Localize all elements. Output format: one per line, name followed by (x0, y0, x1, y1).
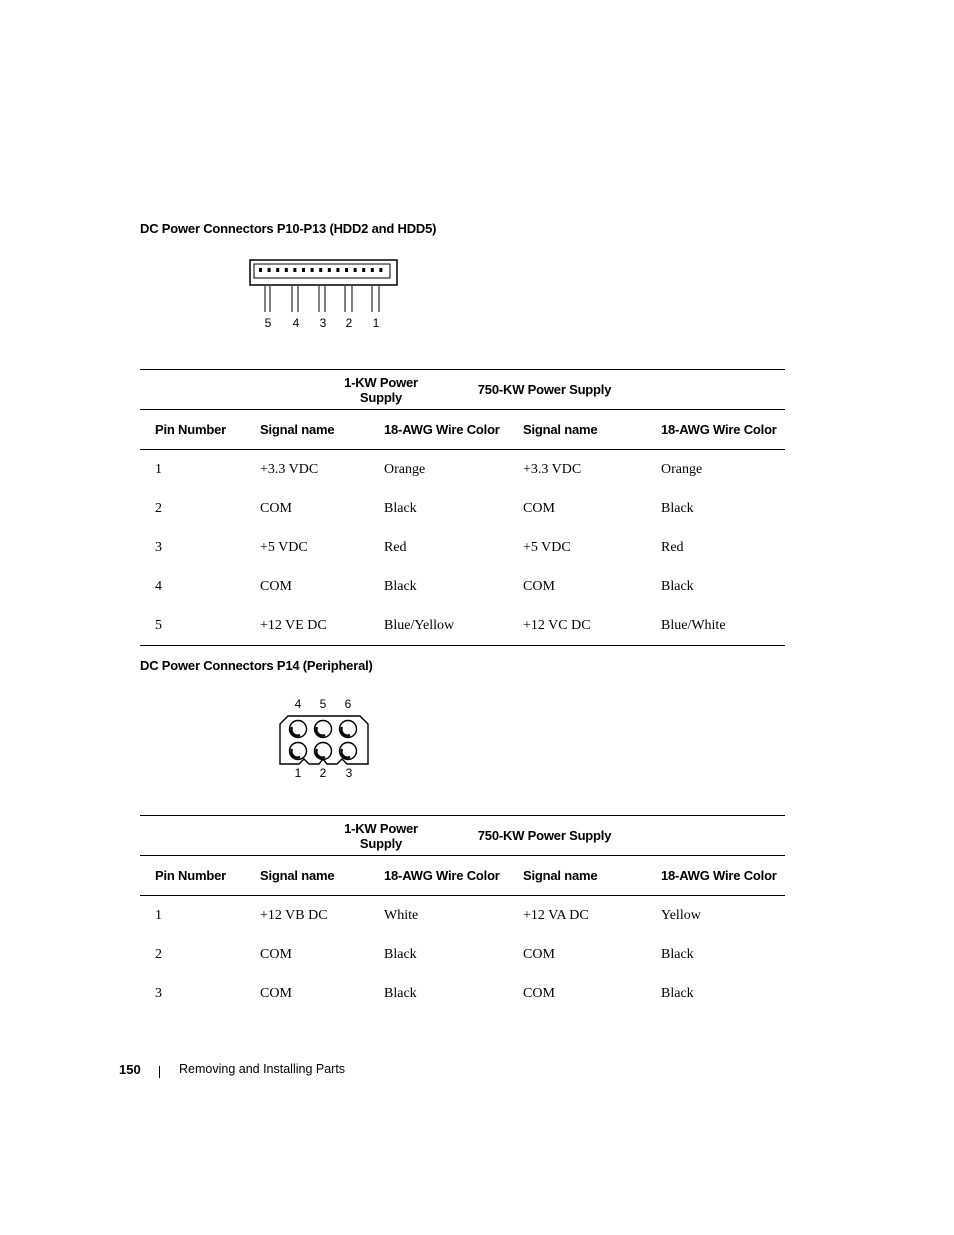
connector-contact (285, 268, 288, 272)
col-header-signal-name: Signal name (260, 856, 384, 896)
connector-contact (354, 268, 357, 272)
table-cell: COM (523, 500, 555, 516)
col-header-signal-name: Signal name (260, 410, 384, 450)
col-header-pin-number: Pin Number (140, 410, 260, 450)
table-cell: Orange (384, 461, 426, 477)
connector-contact (345, 268, 348, 272)
table-column-header-row (140, 410, 785, 450)
table-cell: 5 (140, 606, 260, 646)
table-cell: COM (523, 578, 555, 594)
table-group-header-row (140, 816, 785, 856)
connector-contact (293, 268, 296, 272)
pin-label-2: 2 (319, 766, 327, 780)
table-row (140, 606, 785, 646)
table-cell: Black (661, 578, 694, 594)
connector-pin-contact (341, 749, 350, 758)
connector-contact (328, 268, 331, 272)
group-header-750kw: 750-KW Power Supply (384, 370, 785, 410)
col-header-signal-name-750: Signal name (523, 856, 661, 896)
col-header-signal-name-750: Signal name (523, 410, 661, 450)
table-cell: +12 VC DC (523, 606, 661, 646)
table-cell: +12 VA DC (523, 907, 589, 923)
table-cell: 1 (155, 907, 162, 923)
connector-contact (276, 268, 279, 272)
table-cell: Orange (661, 461, 703, 477)
connector-contact (379, 268, 382, 272)
table-cell: Black (661, 985, 694, 1001)
section-title-hdd: DC Power Connectors P10-P13 (HDD2 and HDD5) (140, 221, 437, 236)
hdd-pinout-table (140, 369, 785, 646)
pin-label-2: 2 (345, 316, 353, 330)
col-header-pin-number: Pin Number (140, 856, 260, 896)
table-cell: Black (384, 946, 417, 962)
page-number: 150 (119, 1062, 141, 1077)
col-header-wire-color-750: 18-AWG Wire Color (661, 410, 785, 450)
table-cell: 1 (155, 461, 162, 477)
connector-pins (290, 721, 357, 760)
table-row (140, 567, 785, 606)
connector-contact (302, 268, 305, 272)
table-cell: Black (384, 500, 417, 516)
connector-contacts (259, 268, 382, 272)
table-cell: +3.3 VDC (260, 461, 319, 477)
footer-divider (159, 1066, 160, 1078)
table-row (140, 974, 785, 1013)
page-footer (119, 1062, 346, 1077)
table-cell: Black (661, 500, 694, 516)
connector-pin-contact (316, 727, 325, 736)
col-header-wire-color-750: 18-AWG Wire Color (661, 856, 785, 896)
table-cell: Black (384, 578, 417, 594)
connector-contact (371, 268, 374, 272)
table-cell: Yellow (661, 907, 701, 923)
connector-pin-contact (291, 727, 300, 736)
col-header-wire-color: 18-AWG Wire Color (384, 410, 523, 450)
connector-contact (319, 268, 322, 272)
table-cell: 2 (155, 500, 162, 516)
table-row (140, 896, 785, 936)
table-cell: +12 VE DC (260, 606, 384, 646)
table-row (140, 528, 785, 567)
table-cell: Blue/Yellow (384, 606, 523, 646)
table-cell: 3 (155, 539, 162, 555)
table-cell: COM (260, 500, 292, 516)
pin-label-5: 5 (264, 316, 272, 330)
group-header-1kw: 1-KW Power Supply (140, 370, 384, 410)
table-cell: 3 (155, 985, 162, 1001)
table-cell: Black (661, 946, 694, 962)
connector-contact (259, 268, 262, 272)
pin-label-1: 1 (372, 316, 380, 330)
table-cell: COM (523, 985, 555, 1001)
group-header-1kw: 1-KW Power Supply (140, 816, 384, 856)
connector-pin-contact (316, 749, 325, 758)
table-cell: Red (384, 539, 407, 555)
pin-label-4: 4 (292, 316, 300, 330)
section-title-peripheral: DC Power Connectors P14 (Peripheral) (140, 658, 373, 673)
pin-label-6: 6 (344, 697, 352, 711)
connector-contact (336, 268, 339, 272)
table-cell: Black (384, 985, 417, 1001)
connector-pin-contact (341, 727, 350, 736)
pin-label-3: 3 (345, 766, 353, 780)
pin-leads (265, 286, 379, 312)
pin-label-4: 4 (294, 697, 302, 711)
hdd-table-body (140, 450, 785, 646)
table-cell: 4 (155, 578, 162, 594)
connector-contact (311, 268, 314, 272)
table-cell: +5 VDC (260, 539, 308, 555)
table-cell: White (384, 907, 419, 923)
col-header-wire-color: 18-AWG Wire Color (384, 856, 523, 896)
table-cell: +5 VDC (523, 539, 571, 555)
table-cell: +3.3 VDC (523, 461, 582, 477)
table-cell: Red (661, 539, 684, 555)
peripheral-table-body (140, 896, 785, 1014)
table-cell: Blue/White (661, 606, 785, 646)
table-cell: +12 VB DC (260, 907, 328, 923)
table-cell: COM (523, 946, 555, 962)
group-header-750kw: 750-KW Power Supply (384, 816, 785, 856)
table-cell: COM (260, 578, 292, 594)
table-cell: 2 (155, 946, 162, 962)
table-row (140, 935, 785, 974)
running-title: Removing and Installing Parts (179, 1062, 346, 1076)
connector-contact (362, 268, 365, 272)
pin-label-1: 1 (294, 766, 302, 780)
pin-label-3: 3 (319, 316, 327, 330)
pin-label-5: 5 (319, 697, 327, 711)
table-row (140, 489, 785, 528)
table-cell: COM (260, 946, 292, 962)
connector-pin-contact (291, 749, 300, 758)
connector-contact (268, 268, 271, 272)
sata-connector-diagram (248, 258, 400, 334)
peripheral-pinout-table (140, 815, 785, 1013)
table-group-header-row (140, 370, 785, 410)
table-column-header-row (140, 856, 785, 896)
table-row (140, 450, 785, 490)
peripheral-connector-diagram (276, 696, 372, 784)
table-cell: COM (260, 985, 292, 1001)
